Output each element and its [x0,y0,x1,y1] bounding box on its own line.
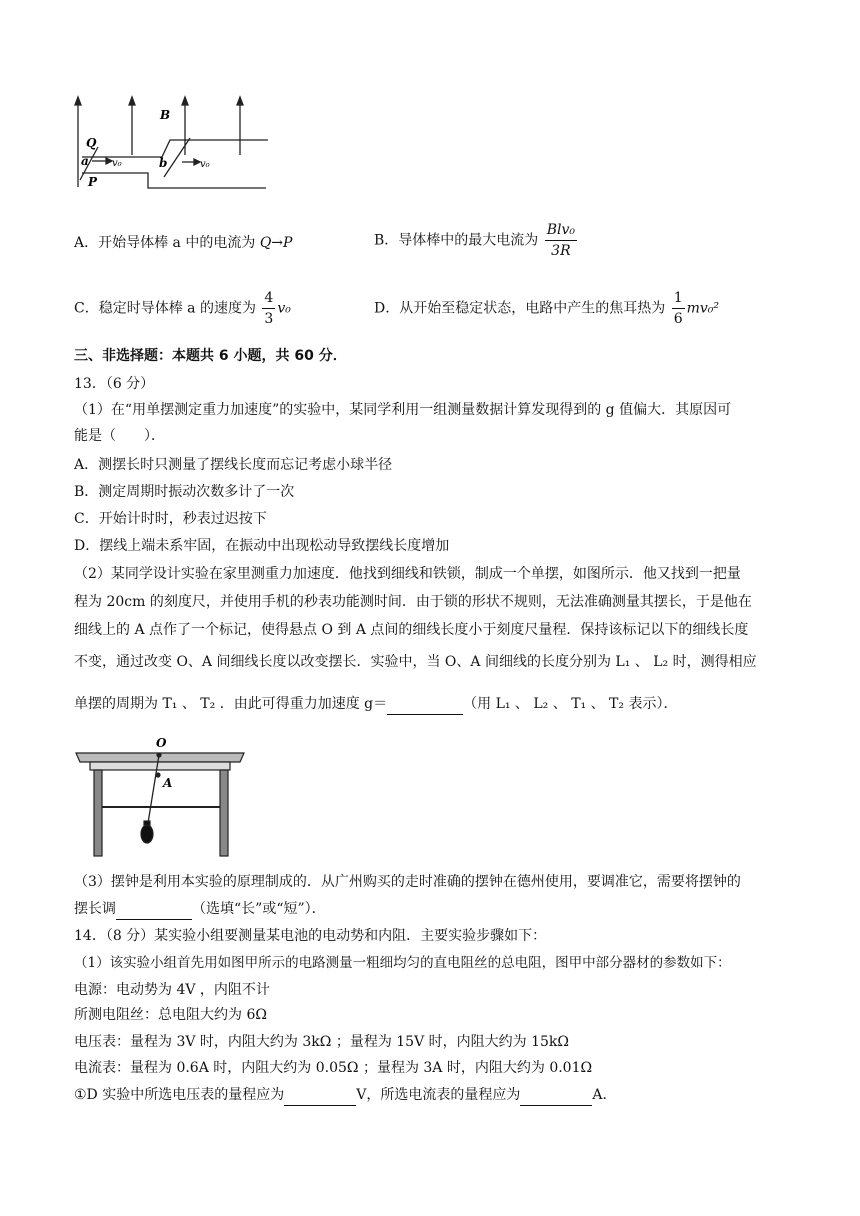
q14-question-mid: V，所选电流表的量程应为 [356,1087,521,1103]
q14-source: 电源：电动势为 4V ，内阻不计 [74,982,270,998]
pendulum-table-figure [70,735,250,860]
option-B-denominator: 3R [551,243,571,259]
q14-wire: 所测电阻丝：总电阻大约为 6Ω [74,1007,267,1023]
option-A [74,232,292,252]
q14-header: 14．（8 分）某实验小组要测量某电池的电动势和内阻．主要实验步骤如下： [74,928,547,944]
option-A-text: A．开始导体棒 a 中的电流为 [74,235,260,251]
q14-answer-blank-voltage[interactable] [284,1085,356,1106]
q14-ammeter: 电流表：量程为 0.6A 时，内阻大约为 0.05Ω ；量程为 3A 时，内阻大约为 0.01Ω [74,1060,593,1076]
q14-question-text: ①D 实验中所选电压表的量程应为 [74,1087,285,1103]
q14-part1: （1）该实验小组首先用如图甲所示的电路测量一粗细均匀的直电阻丝的总电阻，图甲中部分器材的参数如下： [74,955,731,971]
label-A: A [163,776,173,790]
q13-formula-hint: （用 L₁ 、 L₂ 、 T₁ 、 T₂ 表示）． [463,696,678,712]
q13-answer-blank-g[interactable] [387,694,463,715]
label-B: B [160,108,171,122]
option-C-text: C．稳定时导体棒 a 的速度为 [74,300,256,317]
q14-answer-blank-current[interactable] [520,1085,592,1106]
option-C [74,288,291,329]
q13-option-C: C．开始计时时，秒表过迟按下 [74,511,267,527]
q13-part1-line1: （1）在“用单摆测定重力加速度”的实验中，某同学利用一组测量数据计算发现得到的 g 值偏大．其原因可 [74,402,732,418]
option-B-numerator: Blv₀ [545,220,577,241]
q13-part2-line4: 不变，通过改变 O、A 间细线长度以改变摆长．实验中，当 O、A 间细线的长度分别为 L₁ 、 L₂ 时，测得相应 [74,654,757,670]
label-b: b [159,156,168,170]
option-B-text: B．导体棒中的最大电流为 [374,232,539,249]
q13-option-D: D．摆线上端未系牢固，在振动中出现松动导致摆线长度增加 [74,538,450,554]
option-C-denominator: 3 [264,311,274,327]
section-heading: 三、非选择题：本题共 6 小题，共 60 分． [74,348,347,364]
q13-part3-line2 [74,899,326,920]
q13-formula-text: 单摆的周期为 T₁ 、 T₂ ．由此可得重力加速度 g＝ [74,696,388,712]
q13-part1-line2: 能是（ ）． [74,428,165,444]
option-A-direction: Q→P [259,235,293,251]
q13-part3-line1: （3）摆钟是利用本实验的原理制成的．从广州购买的走时准确的摆钟在德州使用，要调准它，需要将摆钟的 [74,874,741,890]
q13-part3-hint: （选填“长”或“短”）． [192,901,326,917]
option-C-velocity: v₀ [277,300,291,317]
label-P: P [88,175,98,189]
q13-part2-line1: （2）某同学设计实验在家里测重力加速度．他找到细线和铁锁，制成一个单摆，如图所示．他又找到一把量 [74,566,741,582]
q13-option-B: B．测定周期时振动次数多计了一次 [74,484,295,500]
option-D-text: D．从开始至稳定状态，电路中产生的焦耳热为 [374,300,666,317]
q14-voltmeter: 电压表：量程为 3V 时，内阻大约为 3kΩ ；量程为 15V 时，内阻大约为 15kΩ [74,1034,569,1050]
q13-header: 13．（6 分） [74,376,155,392]
label-O: O [156,736,167,750]
q13-part2-line2: 程为 20cm 的刻度尺，并使用手机的秒表功能测时间．由于锁的形状不规则，无法准确测量其摆长，于是他在 [74,594,752,610]
label-Q: Q [86,136,97,150]
option-D-numerator: 1 [672,288,685,309]
option-C-numerator: 4 [262,288,275,309]
q13-part3-text: 摆长调 [74,901,116,917]
option-D-denominator: 6 [673,311,683,327]
option-B [374,220,579,261]
q14-question-end: A． [592,1087,617,1103]
option-D-energy: mv₀² [686,300,720,317]
option-D [374,288,719,329]
q13-part2-line5 [74,694,677,715]
q13-part2-line3: 细线上的 A 点作了一个标记，使得悬点 O 到 A 点间的细线长度小于刻度尺量程．保持该标记以下的细线长度 [74,622,749,638]
q14-question [74,1085,616,1106]
label-v0-a: v₀ [112,158,122,169]
q13-option-A: A．测摆长时只测量了摆线长度而忘记考虑小球半径 [74,457,393,473]
q13-answer-blank-length[interactable] [116,899,192,920]
label-a: a [81,154,89,168]
label-v0-b: v₀ [200,159,210,170]
rail-field-figure [68,95,278,195]
